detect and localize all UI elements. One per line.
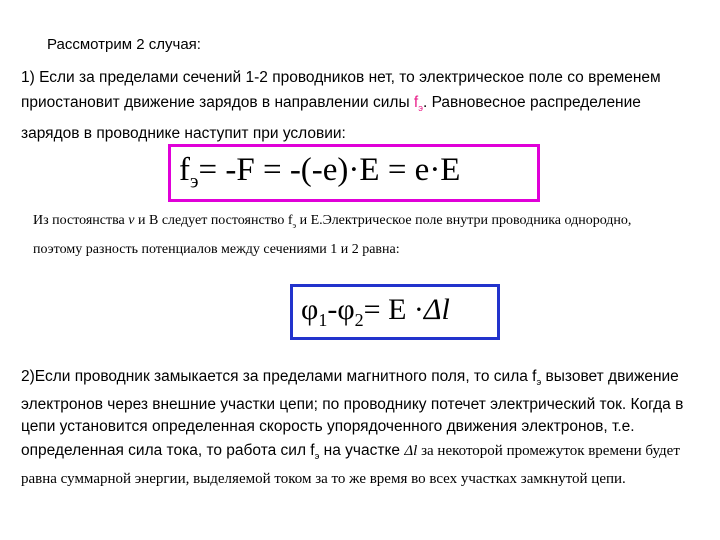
minus-sign: -: [327, 293, 338, 326]
phi-two-subscript: 2: [354, 310, 364, 330]
force-symbol: [413, 94, 423, 114]
para2-subscript: э: [292, 220, 297, 230]
case-two-delta-l: Δl: [404, 442, 418, 459]
equilibrium-formula: [179, 152, 460, 194]
case-one-paragraph: [21, 65, 701, 146]
para2-text-1: Из постоянства: [33, 213, 129, 228]
potential-difference-formula: [301, 293, 450, 331]
slide-heading: Рассмотрим 2 случая:: [47, 36, 201, 53]
phi-one-subscript: 1: [318, 310, 328, 330]
uniform-field-paragraph: [33, 209, 653, 262]
case-one-text-start: 1) Если за пределами сечений 1-2 проводников нет, то электрическое поле со временем приостановит движение зарядов в направлении силы: [21, 69, 661, 111]
case-two-text-4: за некоторой промежуток времени будет равна суммарной энергии, выделяемой током за то же время во всех участках замкнутой цепи.: [21, 442, 680, 488]
case-two-paragraph: [21, 366, 706, 492]
force-subscript: э: [418, 103, 423, 114]
case-two-text-1: 2)Если проводник замыкается за пределами магнитного поля, то сила f: [21, 368, 537, 385]
potential-difference-formula-box: [290, 284, 500, 340]
equilibrium-formula-box: [168, 144, 540, 202]
case-two-subscript-2: э: [314, 450, 320, 461]
formula-force-subscript: э: [190, 170, 199, 193]
case-two-subscript-1: э: [536, 377, 542, 388]
para2-text-3: и Е.Электрическое поле внутри проводника однородно, поэтому разность потенциалов между сечениями 1 и 2 равна:: [33, 213, 632, 257]
case-two-text-3: на участке: [319, 441, 405, 459]
case-two-text-2: вызовет движение электронов через внешние участки цепи; по проводнику потечет электрический ток. Когда в цепи установится определенная скорость упорядоченного движения электронов, т.е. определенная сила тока, то работа сил f: [21, 368, 684, 459]
velocity-symbol: v: [128, 213, 135, 228]
phi-one: φ: [301, 293, 319, 326]
formula2-body: = E ·: [363, 293, 424, 326]
force-letter: f: [413, 94, 419, 111]
delta-l-symbol: Δl: [423, 293, 450, 326]
formula-body: = -F = -(-e)·E = e·E: [198, 152, 461, 189]
phi-two: φ: [337, 293, 355, 326]
formula-force-letter: f: [179, 152, 190, 189]
case-one-text-end: . Равновесное распределение зарядов в проводнике наступит при условии:: [21, 94, 641, 143]
para2-text-2: и В следует постоянство f: [134, 213, 293, 228]
